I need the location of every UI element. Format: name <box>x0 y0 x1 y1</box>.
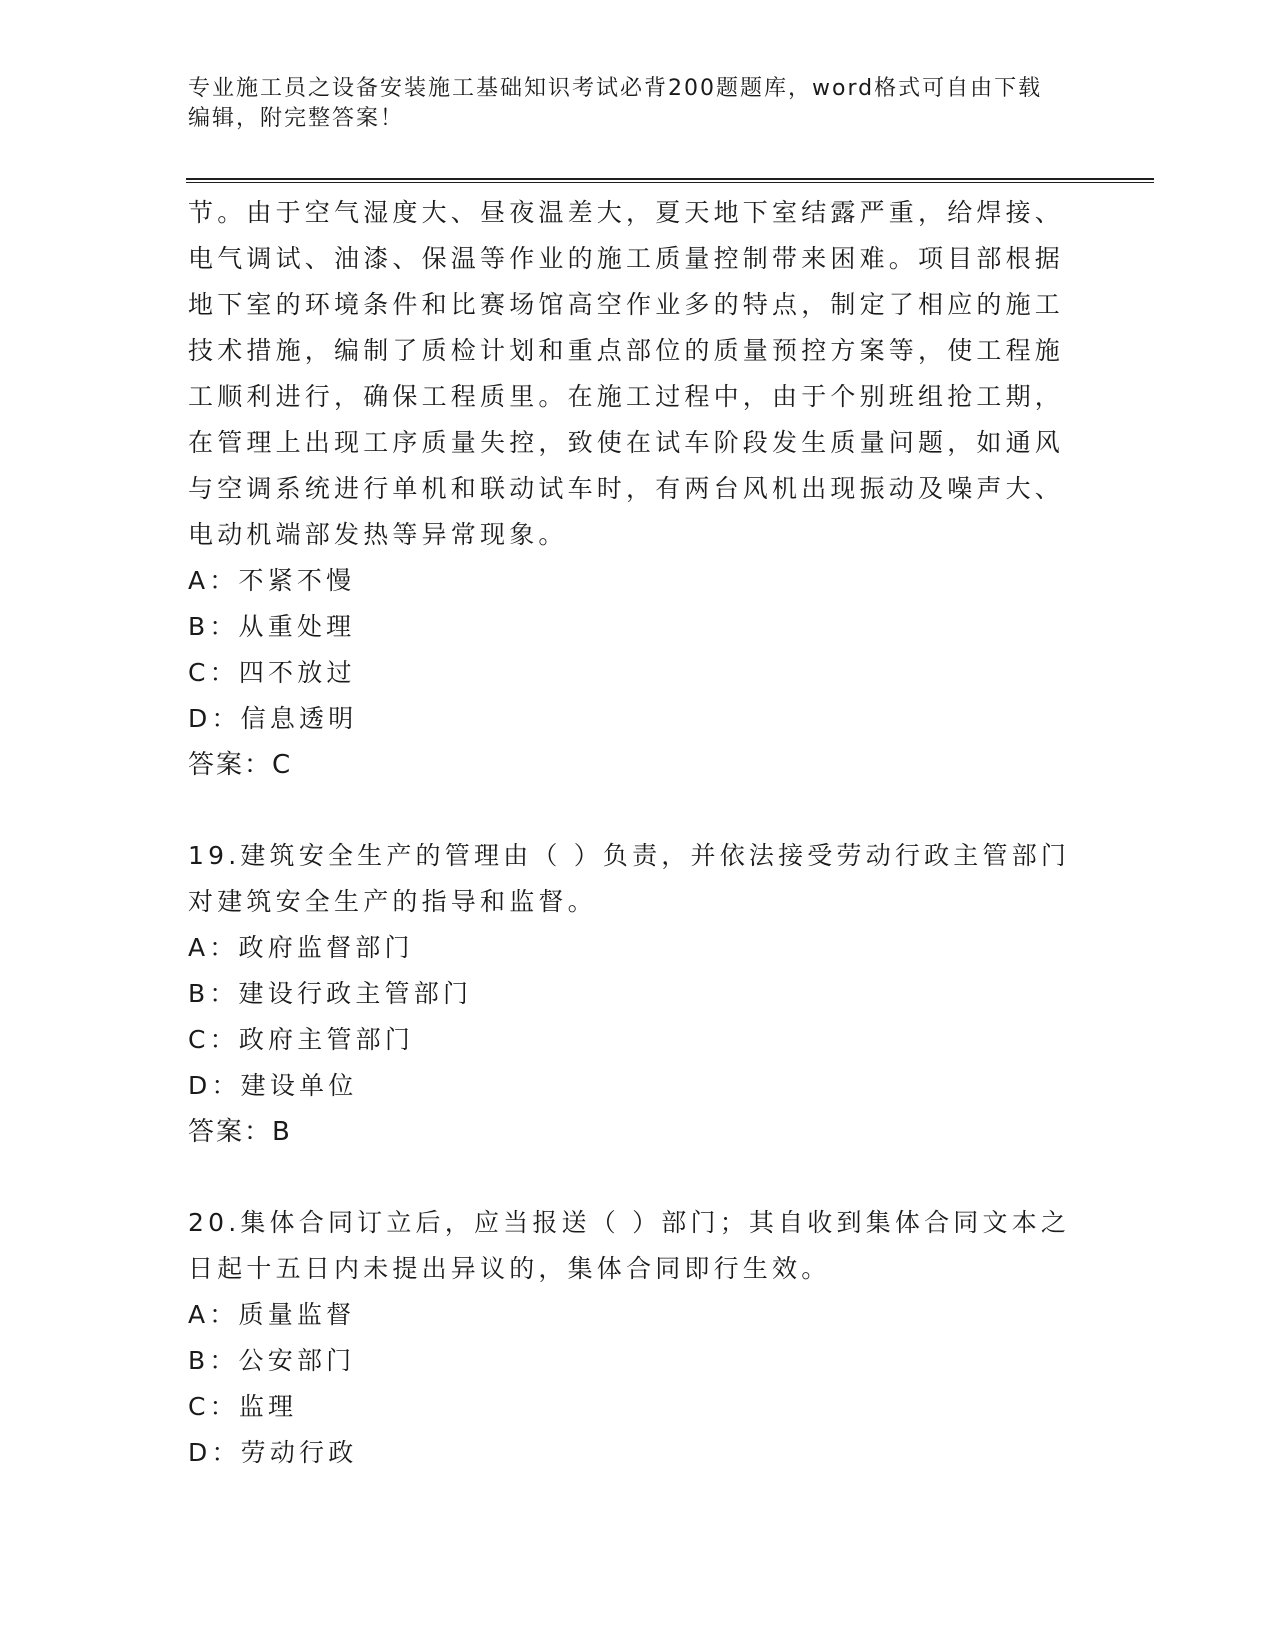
question-text-line: 技术措施，编制了质检计划和重点部位的质量预控方案等，使工程施 <box>188 336 1065 365</box>
option-b: B：公安部门 <box>188 1346 356 1375</box>
header-line-2: 编辑，附完整答案！ <box>188 106 405 131</box>
question-20 <box>188 1200 1088 1476</box>
option-d: D：建设单位 <box>188 1071 358 1100</box>
question-text-line: 20.集体合同订立后，应当报送（ ）部门；其自收到集体合同文本之 <box>188 1208 1071 1237</box>
question-18-continuation <box>188 190 1088 788</box>
question-text-line: 在管理上出现工序质量失控，致使在试车阶段发生质量问题，如通风 <box>188 428 1065 457</box>
option-d: D：劳动行政 <box>188 1438 358 1467</box>
question-text-line: 19.建筑安全生产的管理由（ ）负责，并依法接受劳动行政主管部门 <box>188 841 1071 870</box>
question-text-line: 电气调试、油漆、保温等作业的施工质量控制带来困难。项目部根据 <box>188 244 1065 273</box>
question-text-line: 与空调系统进行单机和联动试车时，有两台风机出现振动及噪声大、 <box>188 474 1065 503</box>
option-b: B：建设行政主管部门 <box>188 979 473 1008</box>
question-text-line: 对建筑安全生产的指导和监督。 <box>188 887 597 916</box>
option-a: A：不紧不慢 <box>188 566 356 595</box>
answer-line: 答案：C <box>188 750 293 780</box>
option-a: A：政府监督部门 <box>188 933 414 962</box>
option-b: B：从重处理 <box>188 612 356 641</box>
question-spacer <box>188 788 1088 833</box>
option-c: C：监理 <box>188 1392 298 1421</box>
question-text-line: 地下室的环境条件和比赛场馆高空作业多的特点，制定了相应的施工 <box>188 290 1065 319</box>
question-text-line: 电动机端部发热等异常现象。 <box>188 520 568 549</box>
question-text-line: 节。由于空气湿度大、昼夜温差大，夏天地下室结露严重，给焊接、 <box>188 198 1065 227</box>
header-line-1: 专业施工员之设备安装施工基础知识考试必背200题题库，word格式可自由下载 <box>188 76 1043 101</box>
option-c: C：政府主管部门 <box>188 1025 415 1054</box>
question-spacer <box>188 1155 1088 1200</box>
option-c: C：四不放过 <box>188 658 356 687</box>
answer-line: 答案：B <box>188 1117 292 1147</box>
header-divider <box>186 178 1154 183</box>
question-text-line: 日起十五日内未提出异议的，集体合同即行生效。 <box>188 1254 831 1283</box>
question-text-line: 工顺利进行，确保工程质里。在施工过程中，由于个别班组抢工期， <box>188 382 1065 411</box>
document-body <box>188 190 1088 1476</box>
question-19 <box>188 833 1088 1155</box>
page-header <box>188 74 1068 134</box>
option-d: D：信息透明 <box>188 704 358 733</box>
option-a: A：质量监督 <box>188 1300 356 1329</box>
